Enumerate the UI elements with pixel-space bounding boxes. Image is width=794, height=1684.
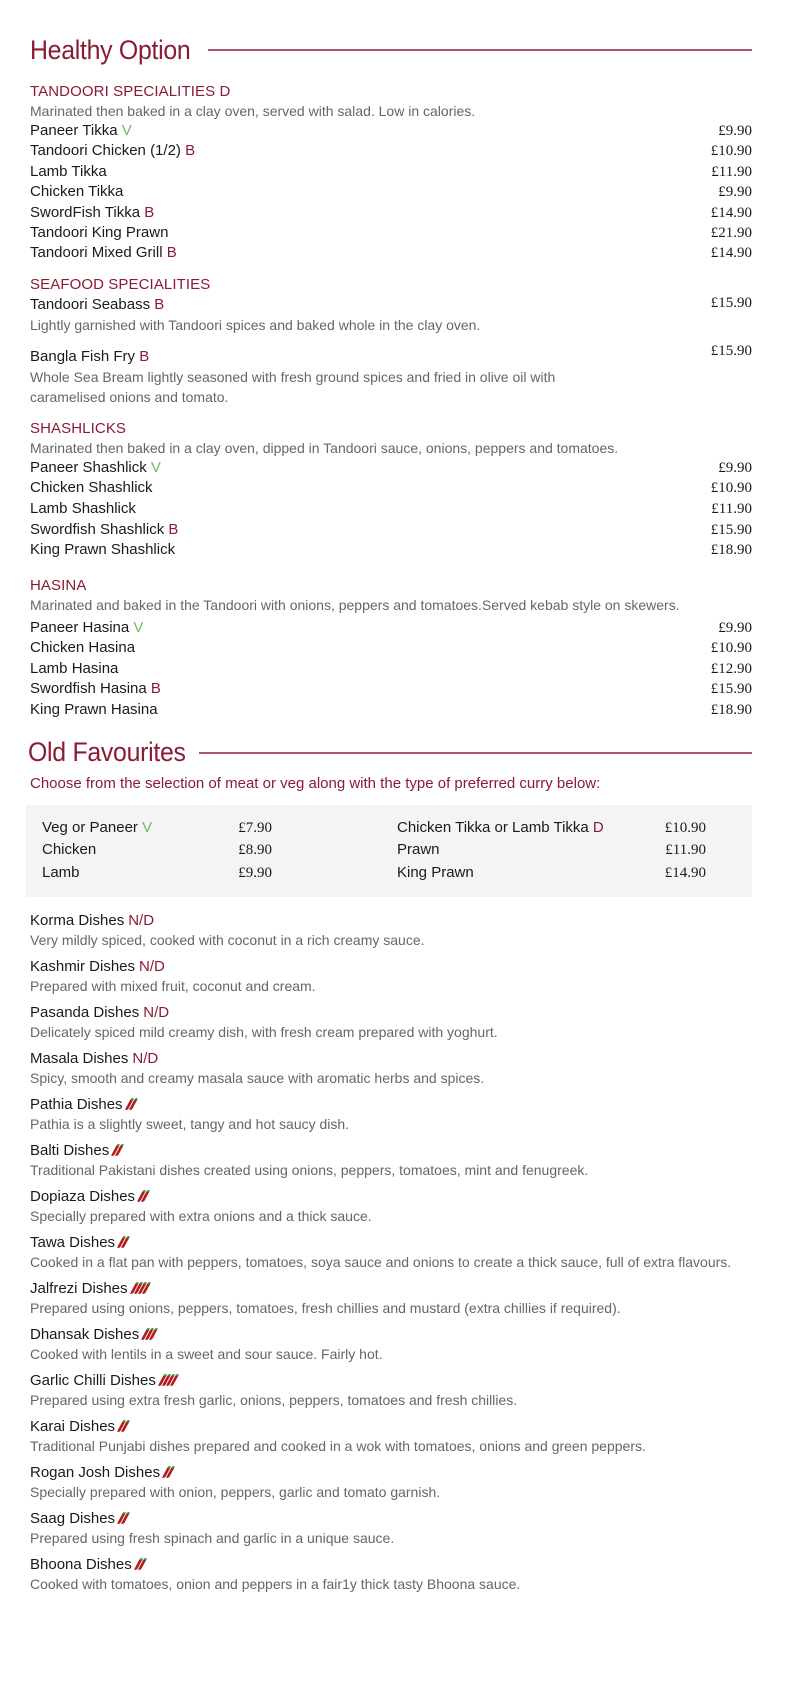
curry-dish <box>30 1233 752 1272</box>
dish-description: Delicately spiced mild creamy dish, with fresh cream prepared with yoghurt. <box>30 1023 498 1040</box>
category-description: Marinated then baked in a clay oven, served with salad. Low in calories. <box>30 103 476 119</box>
dish-tag: N/D <box>143 1003 170 1021</box>
category-title: HASINA <box>30 576 87 594</box>
category-title: SEAFOOD SPECIALITIES <box>30 275 211 293</box>
item-name: Lamb Shashlick <box>30 499 136 517</box>
favourites-intro: Choose from the selection of meat or veg along with the type of preferred curry below: <box>30 774 601 792</box>
dish-tag: N/D <box>139 957 165 975</box>
dish-description: Cooked with lentils in a sweet and sour sauce. Fairly hot. <box>30 1345 383 1362</box>
menu-item <box>30 659 752 680</box>
menu-item <box>30 141 752 161</box>
item-label <box>30 679 161 700</box>
base-price-column-right <box>397 817 706 885</box>
dish-name: Garlic Chilli Dishes <box>30 1371 156 1389</box>
dish-name: Pathia Dishes <box>30 1095 123 1113</box>
base-option-name: Chicken <box>42 841 97 859</box>
dish-name-line <box>30 1095 752 1114</box>
item-tag: B <box>185 142 196 160</box>
section-title: Old Favourites <box>28 737 186 768</box>
item-name: Swordfish Hasina <box>30 680 147 698</box>
dish-name: Jalfrezi Dishes <box>30 1279 128 1297</box>
dish-description: Traditional Punjabi dishes prepared and cooked in a wok with tomatoes, onions and green peppers. <box>30 1437 646 1454</box>
chilli-heat-icon <box>165 1465 172 1479</box>
base-option-price: £7.90 <box>238 819 272 836</box>
dish-description: Very mildly spiced, cooked with coconut in a rich creamy sauce. <box>30 931 425 948</box>
base-option-tag: V <box>142 818 153 836</box>
curry-dish <box>30 957 752 996</box>
item-name: Paneer Tikka <box>30 122 118 139</box>
item-name: Paneer Hasina <box>30 618 130 636</box>
dish-name-line <box>30 911 752 930</box>
base-price-column-left <box>42 817 272 885</box>
section-divider <box>199 752 752 754</box>
item-price: £15.90 <box>710 294 752 311</box>
curry-dish <box>30 1509 752 1548</box>
dish-description: Cooked in a flat pan with peppers, tomatoes, soya sauce and onions to create a thick sauce, full of extra flavours. <box>30 1253 732 1270</box>
curry-dish <box>30 1463 752 1502</box>
category-hasina <box>30 576 752 721</box>
dish-name: Kashmir Dishes <box>30 957 136 975</box>
dish-name-line <box>30 1141 752 1160</box>
menu-item <box>30 223 752 243</box>
dish-description: Prepared using onions, peppers, tomatoes, fresh chillies and mustard (extra chillies if required). <box>30 1299 621 1316</box>
item-name: SwordFish Tikka <box>30 203 141 221</box>
menu-item <box>30 121 752 141</box>
category-seafood <box>30 275 752 407</box>
item-name: King Prawn Hasina <box>30 701 158 719</box>
item-name: Tandoori Chicken (1/2) <box>30 142 181 160</box>
section-title: Healthy Option <box>30 34 191 65</box>
item-price: £15.90 <box>710 521 752 538</box>
chilli-heat-icon <box>137 1557 144 1571</box>
curry-dish <box>30 1417 752 1456</box>
menu-item <box>30 243 752 263</box>
item-price: £21.90 <box>710 224 752 241</box>
item-label <box>30 700 158 721</box>
dish-name: Korma Dishes <box>30 911 125 929</box>
dish-name-line <box>30 1049 752 1068</box>
base-option-price: £10.90 <box>664 819 706 836</box>
chilli-heat-icon <box>161 1373 176 1387</box>
category-tandoori <box>30 82 752 264</box>
item-price: £14.90 <box>710 204 752 221</box>
menu-item <box>30 499 752 520</box>
item-label <box>30 520 178 541</box>
curry-dish <box>30 1371 752 1410</box>
item-label <box>30 223 168 243</box>
item-description: Whole Sea Bream lightly seasoned with fresh ground spices and fried in olive oil with caramelised onions and tomato. <box>30 368 556 405</box>
menu-item <box>30 679 752 700</box>
dish-name-line <box>30 1279 752 1298</box>
base-option <box>397 839 642 862</box>
item-price: £12.90 <box>710 660 752 677</box>
dish-name: Tawa Dishes <box>30 1233 116 1251</box>
base-price-box <box>26 805 752 897</box>
item-price: £15.90 <box>710 342 752 359</box>
dish-name: Pasanda Dishes <box>30 1003 140 1021</box>
chilli-heat-icon <box>128 1097 135 1111</box>
menu-page <box>30 0 752 1601</box>
menu-item <box>30 162 752 182</box>
curry-dish-list <box>30 911 752 1594</box>
menu-item <box>30 182 752 202</box>
dish-name-line <box>30 1233 752 1252</box>
curry-dish <box>30 1325 752 1364</box>
base-option-name: Prawn <box>397 841 440 859</box>
dish-tag: N/D <box>128 911 155 929</box>
item-tag: B <box>139 347 150 365</box>
dish-name-line <box>30 1187 752 1206</box>
base-option <box>397 862 642 885</box>
item-label <box>30 618 143 639</box>
item-tag: B <box>166 244 177 262</box>
item-price: £9.90 <box>718 459 752 476</box>
item-name: Paneer Shashlick <box>30 458 147 476</box>
item-price: £10.90 <box>710 640 752 657</box>
menu-item <box>30 540 752 561</box>
menu-item <box>30 618 752 639</box>
curry-dish <box>30 1187 752 1226</box>
dish-name: Dhansak Dishes <box>30 1325 140 1343</box>
menu-item <box>30 295 752 335</box>
item-name: Chicken Tikka <box>30 183 124 201</box>
base-option-name: Veg or Paneer <box>42 818 138 836</box>
base-option <box>42 862 212 885</box>
category-title: SHASHLICKS <box>30 419 127 437</box>
dish-description: Pathia is a slightly sweet, tangy and hot saucy dish. <box>30 1115 350 1132</box>
item-tag: B <box>144 203 155 221</box>
dish-description: Specially prepared with onion, peppers, garlic and tomato garnish. <box>30 1483 441 1500</box>
item-price: £14.90 <box>710 245 752 262</box>
curry-dish <box>30 1555 752 1594</box>
chilli-heat-icon <box>133 1281 148 1295</box>
item-tag: V <box>150 458 161 476</box>
item-price: £9.90 <box>718 184 752 201</box>
dish-name: Rogan Josh Dishes <box>30 1463 161 1481</box>
dish-description: Prepared using fresh spinach and garlic in a unique sauce. <box>30 1529 395 1546</box>
dish-description: Prepared using extra fresh garlic, onions, peppers, tomatoes and fresh chillies. <box>30 1391 518 1408</box>
item-price: £9.90 <box>718 123 752 139</box>
curry-dish <box>30 1049 752 1088</box>
dish-description: Traditional Pakistani dishes created using onions, peppers, tomatoes, mint and fenugreek. <box>30 1161 589 1178</box>
dish-name: Saag Dishes <box>30 1509 116 1527</box>
base-option-price: £9.90 <box>238 865 272 881</box>
item-label <box>30 243 177 263</box>
dish-description: Prepared with mixed fruit, coconut and cream. <box>30 977 316 994</box>
menu-item <box>30 520 752 541</box>
category-shashlicks <box>30 419 752 561</box>
category-description: Marinated and baked in the Tandoori with onions, peppers and tomatoes.Served kebab style on skewers. <box>30 596 680 613</box>
item-price: £9.90 <box>718 619 752 636</box>
item-description: Lightly garnished with Tandoori spices and baked whole in the clay oven. <box>30 316 481 333</box>
dish-description: Spicy, smooth and creamy masala sauce with aromatic herbs and spices. <box>30 1069 485 1086</box>
item-price: £15.90 <box>710 681 752 698</box>
item-name: Chicken Shashlick <box>30 479 153 497</box>
dish-name-line <box>30 957 752 976</box>
item-price: £10.90 <box>710 143 752 160</box>
base-option-price: £14.90 <box>664 865 706 881</box>
item-list <box>30 121 752 264</box>
dish-description: Cooked with tomatoes, onion and peppers in a fair1y thick tasty Bhoona sauce. <box>30 1575 521 1592</box>
item-list <box>30 618 752 721</box>
menu-item <box>30 700 752 721</box>
section-header-healthy <box>30 30 752 70</box>
item-name: Chicken Hasina <box>30 639 136 657</box>
item-label <box>30 478 153 499</box>
item-price: £11.90 <box>711 500 752 517</box>
menu-item <box>30 638 752 659</box>
dish-name: Bhoona Dishes <box>30 1555 132 1573</box>
item-tag: V <box>121 122 132 139</box>
chilli-heat-icon <box>120 1511 127 1525</box>
dish-name-line <box>30 1463 752 1482</box>
dish-tag: N/D <box>132 1049 159 1067</box>
curry-dish <box>30 1141 752 1180</box>
item-label <box>30 121 132 141</box>
item-name: Lamb Hasina <box>30 659 119 677</box>
base-option <box>42 817 212 840</box>
menu-item <box>30 203 752 223</box>
dish-name: Dopiaza Dishes <box>30 1187 136 1205</box>
curry-dish <box>30 1279 752 1318</box>
item-name: Lamb Tikka <box>30 162 107 180</box>
category-title: TANDOORI SPECIALITIES D <box>30 83 231 100</box>
base-option-price: £8.90 <box>238 842 272 859</box>
item-price: £18.90 <box>710 702 752 719</box>
curry-dish <box>30 911 752 950</box>
chilli-heat-icon <box>144 1327 155 1341</box>
item-list <box>30 458 752 561</box>
item-label <box>30 659 118 680</box>
base-option-name: King Prawn <box>397 864 474 881</box>
curry-dish <box>30 1095 752 1134</box>
item-tag: B <box>150 680 161 698</box>
chilli-heat-icon <box>120 1419 127 1433</box>
item-tag: V <box>133 618 144 636</box>
dish-name-line <box>30 1509 752 1528</box>
dish-name-line <box>30 1371 752 1390</box>
item-label <box>30 458 161 479</box>
dish-name-line <box>30 1417 752 1436</box>
menu-item <box>30 478 752 499</box>
section-header-favourites <box>28 733 752 773</box>
category-description: Marinated then baked in a clay oven, dipped in Tandoori sauce, onions, peppers and tomatoes. <box>30 439 619 456</box>
dish-name-line <box>30 1003 752 1022</box>
chilli-heat-icon <box>114 1143 121 1157</box>
section-divider <box>208 49 752 51</box>
item-price: £10.90 <box>710 480 752 497</box>
menu-item <box>30 343 752 407</box>
item-name: Tandoori Mixed Grill <box>30 244 163 262</box>
chilli-heat-icon <box>140 1189 147 1203</box>
base-option-tag: D <box>592 818 604 836</box>
menu-item <box>30 458 752 479</box>
item-tag: B <box>154 295 165 313</box>
item-label <box>30 638 135 659</box>
dish-description: Specially prepared with extra onions and a thick sauce. <box>30 1207 372 1224</box>
base-option <box>42 839 212 862</box>
item-name: Swordfish Shashlick <box>30 520 165 538</box>
dish-name: Masala Dishes <box>30 1049 129 1067</box>
item-name: Tandoori King Prawn <box>30 223 169 241</box>
item-name: Bangla Fish Fry <box>30 347 136 365</box>
item-name: Tandoori Seabass <box>30 295 151 313</box>
dish-name: Balti Dishes <box>30 1141 110 1159</box>
chilli-heat-icon <box>120 1235 127 1249</box>
dish-name-line <box>30 1325 752 1344</box>
item-label <box>30 182 123 202</box>
curry-dish <box>30 1003 752 1042</box>
item-label <box>30 162 107 182</box>
dish-name-line <box>30 1555 752 1574</box>
item-label <box>30 141 195 161</box>
item-label <box>30 540 175 561</box>
base-option-name: Chicken Tikka or Lamb Tikka <box>397 818 589 836</box>
item-name: King Prawn Shashlick <box>30 541 176 559</box>
base-option-price: £11.90 <box>665 842 706 859</box>
base-option <box>397 817 642 840</box>
item-tag: B <box>168 520 179 538</box>
item-price: £11.90 <box>711 163 752 180</box>
dish-name: Karai Dishes <box>30 1417 116 1435</box>
item-label <box>30 499 136 520</box>
item-label <box>30 203 154 223</box>
base-option-name: Lamb <box>42 864 80 881</box>
item-price: £18.90 <box>710 542 752 559</box>
